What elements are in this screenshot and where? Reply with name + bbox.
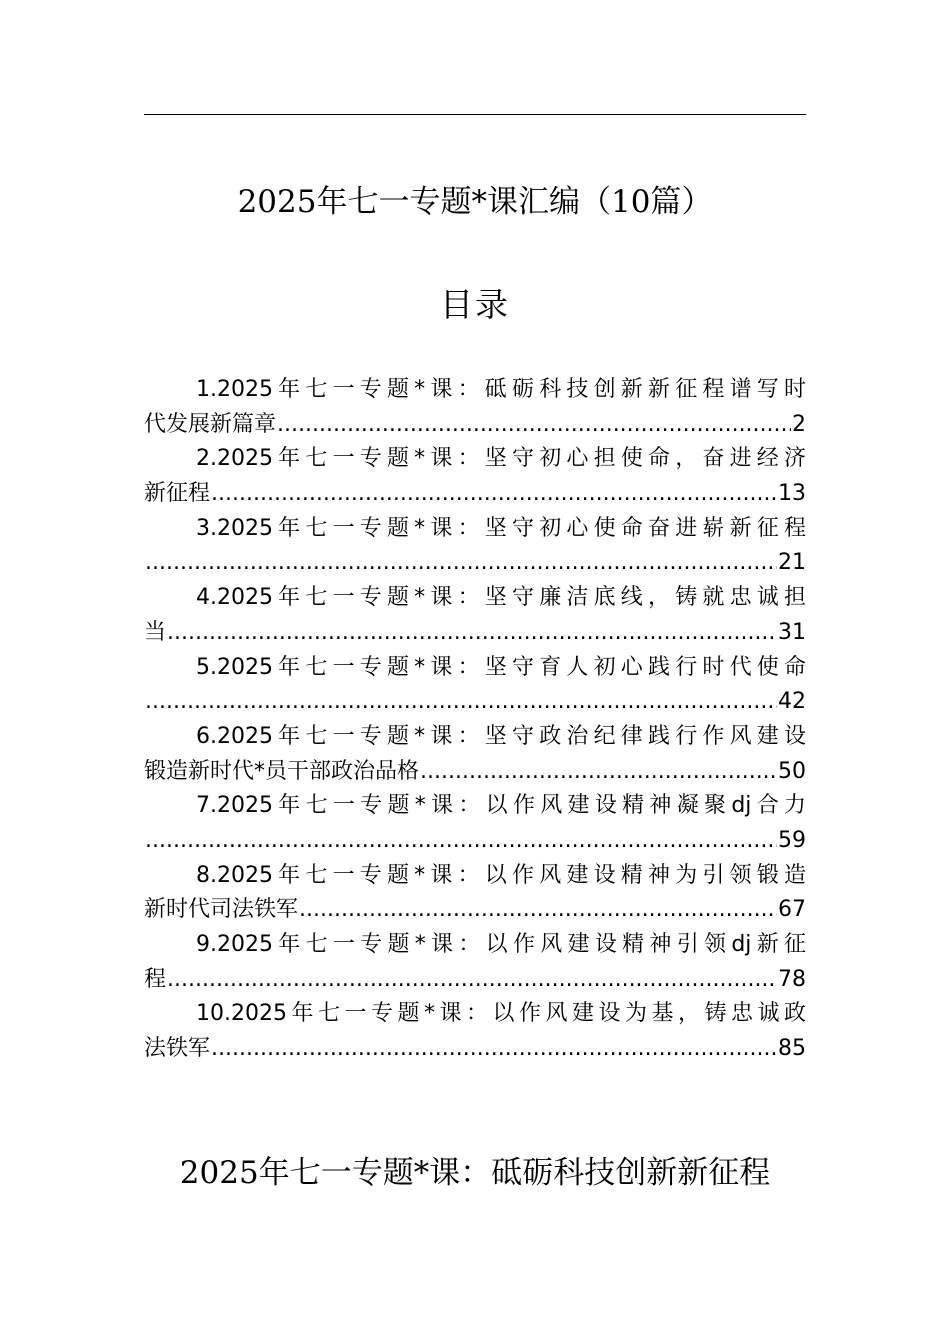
table-of-contents: [144, 373, 806, 1067]
toc-page-number[interactable]: 78: [778, 966, 806, 992]
toc-page-number[interactable]: 31: [778, 619, 806, 645]
toc-dot-leader: [211, 1032, 777, 1067]
toc-page-number[interactable]: 85: [778, 1036, 806, 1062]
toc-dot-leader: [145, 546, 777, 581]
toc-page-number[interactable]: 59: [778, 827, 806, 853]
toc-entry[interactable]: [144, 512, 806, 581]
toc-entry-title[interactable]: 3.2025年七一专题*课：坚守初心使命奋进崭新征程: [196, 515, 806, 541]
toc-entry[interactable]: [144, 442, 806, 511]
toc-entry-title[interactable]: 6.2025年七一专题*课：坚守政治纪律践行作风建设: [196, 723, 806, 749]
toc-dot-leader: [145, 824, 777, 859]
toc-page-number[interactable]: 42: [778, 689, 806, 715]
toc-entry[interactable]: [144, 581, 806, 650]
toc-entry-title[interactable]: 7.2025年七一专题*课：以作风建设精神凝聚dj合力: [196, 793, 806, 819]
toc-entry-title[interactable]: 9.2025年七一专题*课：以作风建设精神引领dj新征: [196, 932, 806, 957]
toc-entry-title-continued[interactable]: 程: [144, 966, 167, 992]
toc-dot-leader: [145, 685, 777, 720]
section-title-text: 2025年七一专题*课：砥砺科技创新新征程: [179, 1155, 771, 1191]
section-title: [144, 1150, 806, 1196]
toc-entry-title-continued[interactable]: 锻造新时代*员干部政治品格: [144, 758, 420, 784]
toc-entry-title[interactable]: 5.2025年七一专题*课：坚守育人初心践行时代使命: [196, 654, 806, 680]
toc-entry-title[interactable]: 4.2025年七一专题*课：坚守廉洁底线，铸就忠诚担: [196, 585, 806, 611]
toc-dot-leader: [299, 893, 777, 928]
toc-heading: 目录: [440, 285, 510, 324]
document-title: 2025年七一专题*课汇编（10篇）: [237, 184, 713, 220]
toc-entry-title[interactable]: 8.2025年七一专题*课：以作风建设精神为引领锻造: [196, 862, 806, 888]
toc-entry[interactable]: [144, 928, 806, 997]
toc-entry-title-continued[interactable]: 当: [144, 619, 167, 645]
toc-dot-leader: [277, 408, 791, 443]
toc-dot-leader: [420, 755, 777, 790]
toc-entry[interactable]: [144, 720, 806, 789]
toc-dot-leader: [167, 616, 777, 651]
toc-entry-title[interactable]: 2.2025年七一专题*课：坚守初心担使命，奋进经济: [196, 446, 806, 472]
toc-entry-title[interactable]: 1.2025年七一专题*课：砥砺科技创新新征程谱写时: [196, 377, 806, 402]
toc-page-number[interactable]: 2: [792, 411, 806, 437]
toc-page-number[interactable]: 21: [778, 550, 806, 576]
toc-entry-title[interactable]: 10.2025年七一专题*课：以作风建设为基，铸忠诚政: [196, 1001, 806, 1027]
toc-page-number[interactable]: 50: [778, 758, 806, 784]
toc-page-number[interactable]: 13: [778, 481, 806, 507]
toc-entry-title-continued[interactable]: 新征程: [144, 481, 211, 507]
toc-entry[interactable]: [144, 859, 806, 928]
toc-entry[interactable]: [144, 997, 806, 1066]
toc-entry[interactable]: [144, 651, 806, 720]
toc-entry[interactable]: [144, 789, 806, 858]
toc-dot-leader: [167, 963, 777, 998]
toc-entry-title-continued[interactable]: 新时代司法铁军: [144, 897, 299, 923]
toc-entry-title-continued[interactable]: 代发展新篇章: [144, 411, 277, 437]
toc-page-number[interactable]: 67: [778, 897, 806, 923]
toc-entry[interactable]: [144, 373, 806, 442]
toc-entry-title-continued[interactable]: 法铁军: [144, 1036, 211, 1062]
top-rule-divider: [144, 114, 806, 115]
toc-dot-leader: [211, 477, 777, 512]
